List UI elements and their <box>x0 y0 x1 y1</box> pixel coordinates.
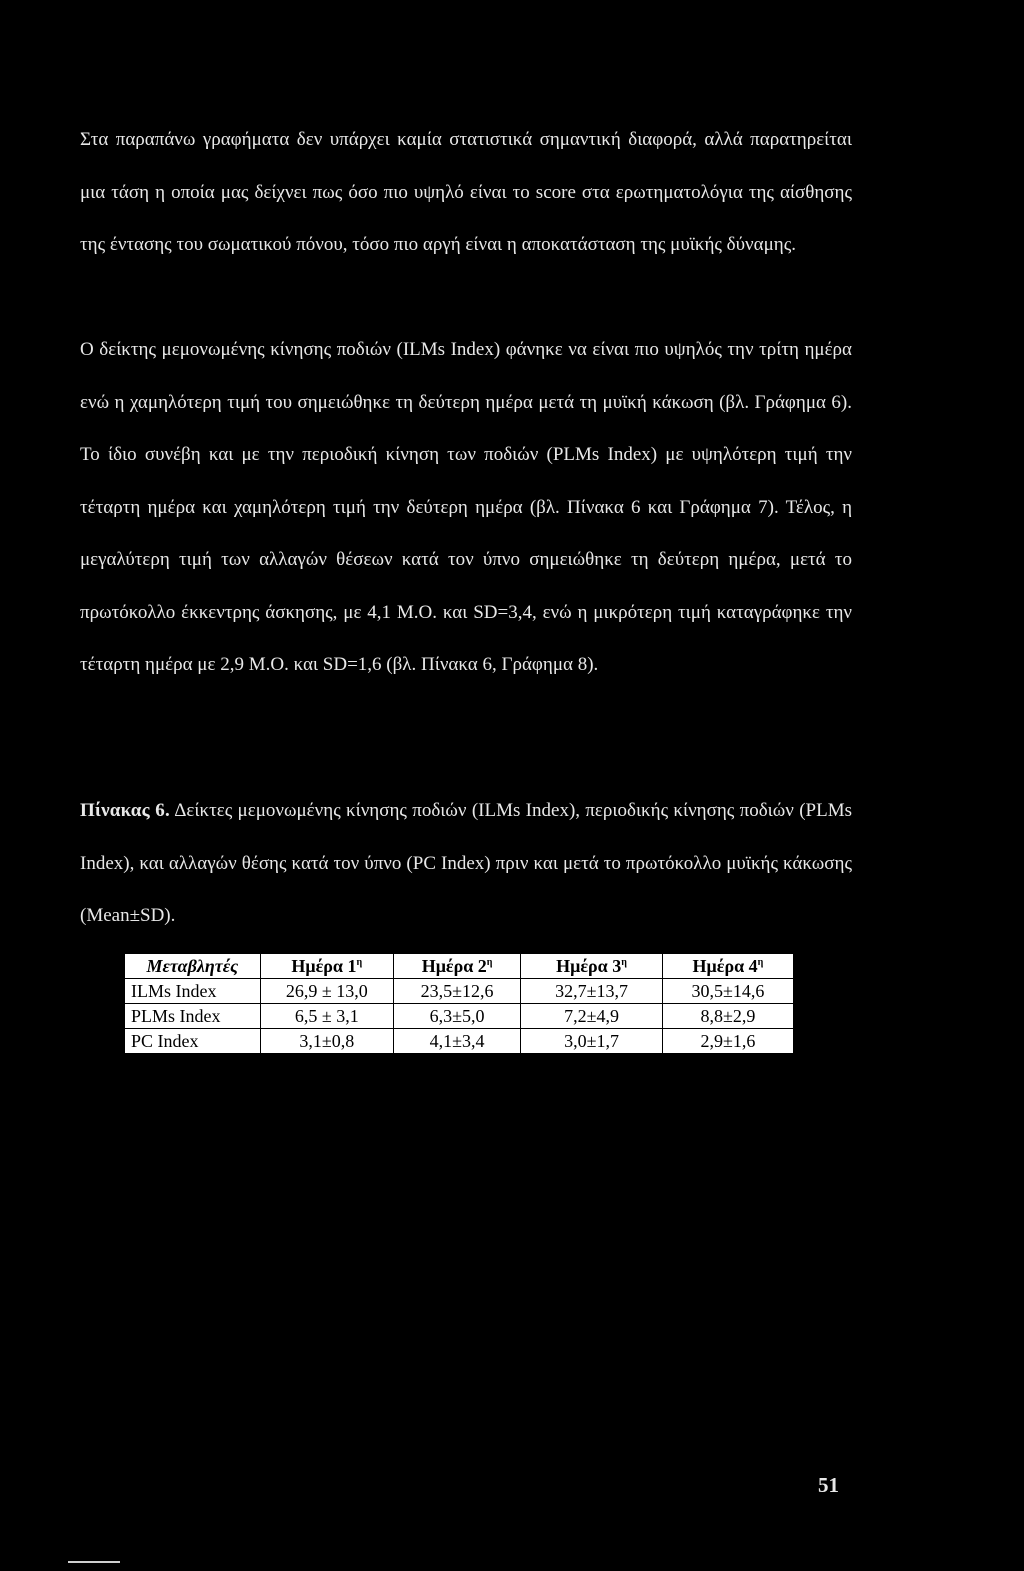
table-cell: 3,0±1,7 <box>521 1029 663 1054</box>
table-caption-label: Πίνακας 6. <box>80 800 170 821</box>
table-row <box>125 1004 794 1029</box>
footer-rule <box>68 1561 120 1563</box>
header-day-4: Ημέρα $4^\eta$ <box>662 954 793 979</box>
table-cell: 30,5±14,6 <box>662 979 793 1004</box>
table-header-row <box>125 954 794 979</box>
table-cell: 26,9 ± 13,0 <box>260 979 393 1004</box>
header-day-3: Ημέρα $3^\eta$ <box>521 954 663 979</box>
table-row <box>125 1029 794 1054</box>
table-cell: PC Index <box>125 1029 261 1054</box>
table-cell: 23,5±12,6 <box>393 979 520 1004</box>
page-number: 51 <box>818 1473 839 1497</box>
table-cell: 32,7±13,7 <box>521 979 663 1004</box>
table-caption-text: Δείκτες μεμονωμένης κίνησης ποδιών (ILMs Index), περιοδικής κίνησης ποδιών (PLMs Index), και αλλαγών θέσης κατά τον ύπνο (PC Index) πριν και μετά το πρωτόκολλο μυϊκής κάκωσης (Mean±SD). <box>80 800 852 926</box>
table-cell: 6,3±5,0 <box>393 1004 520 1029</box>
table-cell: 4,1±3,4 <box>393 1029 520 1054</box>
header-day-1: Ημέρα $1^\eta$ <box>260 954 393 979</box>
paragraph-2: Ο δείκτης μεμονωμένης κίνησης ποδιών (ILMs Index) φάνηκε να είναι πιο υψηλός την τρίτη ημέρα ενώ η χαμηλότερη τιμή του σημειώθηκε τη δεύτερη ημέρα μετά τη μυϊκή κάκωση (βλ. Γράφημα 6). Το ίδιο συνέβη και με την περιοδική κίνηση των ποδιών (PLMs Index) με υψηλότερη τιμή την τέταρτη ημέρα και χαμηλότερη τιμή την δεύτερη ημέρα (βλ. Πίνακα 6 και Γράφημα 7). Τέλος, η μεγαλύτερη τιμή των αλλαγών θέσεων κατά τον ύπνο σημειώθηκε τη δεύτερη ημέρα, μετά το πρωτόκολλο έκκεντρης άσκησης, με 4,1 Μ.Ο. και SD=3,4, ενώ η μικρότερη τιμή καταγράφηκε την τέταρτη ημέρα με 2,9 Μ.Ο. και SD=1,6 (βλ. Πίνακα 6, Γράφημα 8). <box>80 339 852 675</box>
table-caption <box>80 785 852 943</box>
header-variables: Μεταβλητές <box>125 954 261 979</box>
table-cell: 2,9±1,6 <box>662 1029 793 1054</box>
table-cell: PLMs Index <box>125 1004 261 1029</box>
table-cell: 8,8±2,9 <box>662 1004 793 1029</box>
table-cell: 3,1±0,8 <box>260 1029 393 1054</box>
header-day-2: Ημέρα $2^\eta$ <box>393 954 520 979</box>
table-cell: 7,2±4,9 <box>521 1004 663 1029</box>
table-row <box>125 979 794 1004</box>
table-cell: 6,5 ± 3,1 <box>260 1004 393 1029</box>
table-cell: ILMs Index <box>125 979 261 1004</box>
data-table <box>124 953 794 1054</box>
paragraph-1: Στα παραπάνω γραφήματα δεν υπάρχει καμία στατιστικά σημαντική διαφορά, αλλά παρατηρείται μια τάση η οποία μας δείχνει πως όσο πιο υψηλό είναι το score στα ερωτηματολόγια της αίσθησης της έντασης του σωματικού πόνου, τόσο πιο αργή είναι η αποκατάσταση της μυϊκής δύναμης. <box>80 129 852 255</box>
